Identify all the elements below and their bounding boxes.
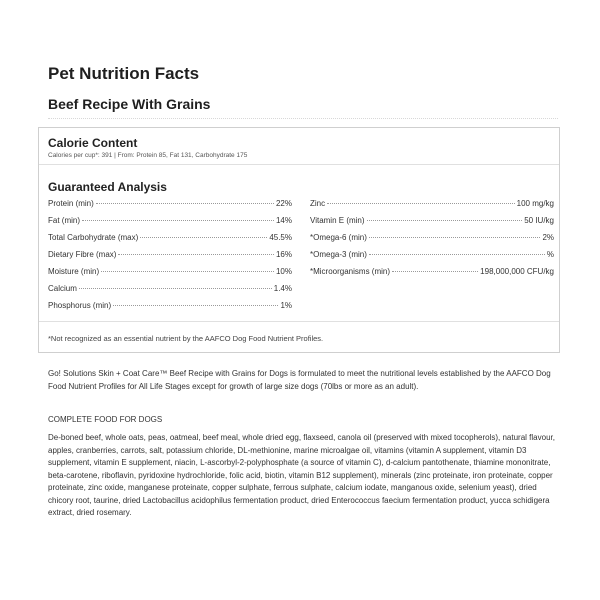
analysis-value: 10%: [275, 267, 292, 276]
analysis-value: 2%: [542, 233, 554, 242]
analysis-value: 50 IU/kg: [524, 216, 554, 225]
dot-leader: [79, 288, 272, 289]
panel-divider-top: [39, 164, 559, 165]
analysis-label: Moisture (min): [48, 267, 100, 276]
dot-leader: [367, 220, 523, 221]
ingredients-list: De-boned beef, whole oats, peas, oatmeal, beef meal, whole dried egg, flaxseed, canola oil (preserved with mixed tocopherols), natural flavour, apples, cranberries, carrots, salt, potassium chloride, DL-methionine, marine microalgae oil, vitamins (vitamin A supplement, vitamin D3 supplement, vitamin E supplement, niacin, L-ascorbyl-2-polyphosphate (a source of vitamin C), d-calcium pantothenate, thiamine mononitrate, beta-carotene, riboflavin, pyridoxine hydrochloride, folic acid, biotin, vitamin B12 supplement), minerals (zinc proteinate, iron proteinate, copper proteinate, zinc oxide, manganese proteinate, copper sulphate, ferrous sulphate, calcium iodate, manganous oxide, selenium yeast), dried chicory root, taurine, dried Lactobacillus acidophilus fermentation product, dried Enterococcus faecium fermentation product, yucca schidigera extract, dried rosemary.: [48, 433, 555, 517]
analysis-row: [48, 233, 292, 250]
analysis-row: [310, 199, 554, 216]
analysis-label: Dietary Fibre (max): [48, 250, 117, 259]
analysis-label: *Microorganisms (min): [310, 267, 391, 276]
recipe-subtitle: Beef Recipe With Grains: [48, 96, 211, 112]
analysis-value: 1%: [280, 301, 292, 310]
dot-leader: [369, 254, 545, 255]
dot-leader: [96, 203, 274, 204]
analysis-label: *Omega-6 (min): [310, 233, 367, 242]
analysis-label: Fat (min): [48, 216, 80, 225]
analysis-row: [310, 267, 554, 284]
analysis-row: [48, 301, 292, 318]
analysis-label: Phosphorus (min): [48, 301, 112, 310]
analysis-value: 198,000,000 CFU/kg: [480, 267, 554, 276]
page-title: Pet Nutrition Facts: [48, 64, 200, 83]
analysis-label: Calcium: [48, 284, 77, 293]
subtitle-divider: [48, 118, 558, 119]
dot-leader: [369, 237, 541, 238]
dot-leader: [327, 203, 515, 204]
analysis-value: 22%: [275, 199, 292, 208]
dot-leader: [140, 237, 267, 238]
complete-food-label: COMPLETE FOOD FOR DOGS: [48, 415, 163, 424]
calorie-content-heading: Calorie Content: [48, 136, 138, 150]
guaranteed-analysis-heading: Guaranteed Analysis: [48, 180, 167, 194]
analysis-label: Vitamin E (min): [310, 216, 365, 225]
analysis-value: 1.4%: [273, 284, 292, 293]
calorie-content-detail: Calories per cup*: 391 | From: Protein 85, Fat 131, Carbohydrate 175: [48, 152, 248, 159]
analysis-label: Zinc: [310, 199, 326, 208]
analysis-value: 45.5%: [269, 233, 292, 242]
dot-leader: [118, 254, 274, 255]
analysis-row: [310, 216, 554, 233]
dot-leader: [101, 271, 274, 272]
analysis-row: [48, 250, 292, 267]
analysis-column-left: [48, 199, 292, 318]
analysis-row: [48, 199, 292, 216]
analysis-value: %: [546, 250, 554, 259]
aafco-footnote: *Not recognized as an essential nutrient by the AAFCO Dog Food Nutrient Profiles.: [48, 334, 324, 343]
analysis-row: [48, 216, 292, 233]
analysis-row: [310, 233, 554, 250]
formulation-statement: Go! Solutions Skin + Coat Care™ Beef Recipe with Grains for Dogs is formulated to meet the nutritional levels established by the AAFCO Dog Food Nutrient Profiles for All Life Stages except for growth of large size dogs (70lbs or more as an adult).: [48, 369, 551, 391]
analysis-value: 16%: [275, 250, 292, 259]
analysis-label: Total Carbohydrate (max): [48, 233, 139, 242]
panel-divider-bottom: [39, 321, 559, 322]
dot-leader: [113, 305, 278, 306]
analysis-column-right: [310, 199, 554, 284]
analysis-label: Protein (min): [48, 199, 94, 208]
dot-leader: [82, 220, 274, 221]
analysis-value: 14%: [275, 216, 292, 225]
analysis-row: [310, 250, 554, 267]
nutrition-panel: [38, 127, 560, 353]
dot-leader: [392, 271, 478, 272]
analysis-row: [48, 267, 292, 284]
analysis-label: *Omega-3 (min): [310, 250, 367, 259]
analysis-value: 100 mg/kg: [516, 199, 554, 208]
analysis-row: [48, 284, 292, 301]
